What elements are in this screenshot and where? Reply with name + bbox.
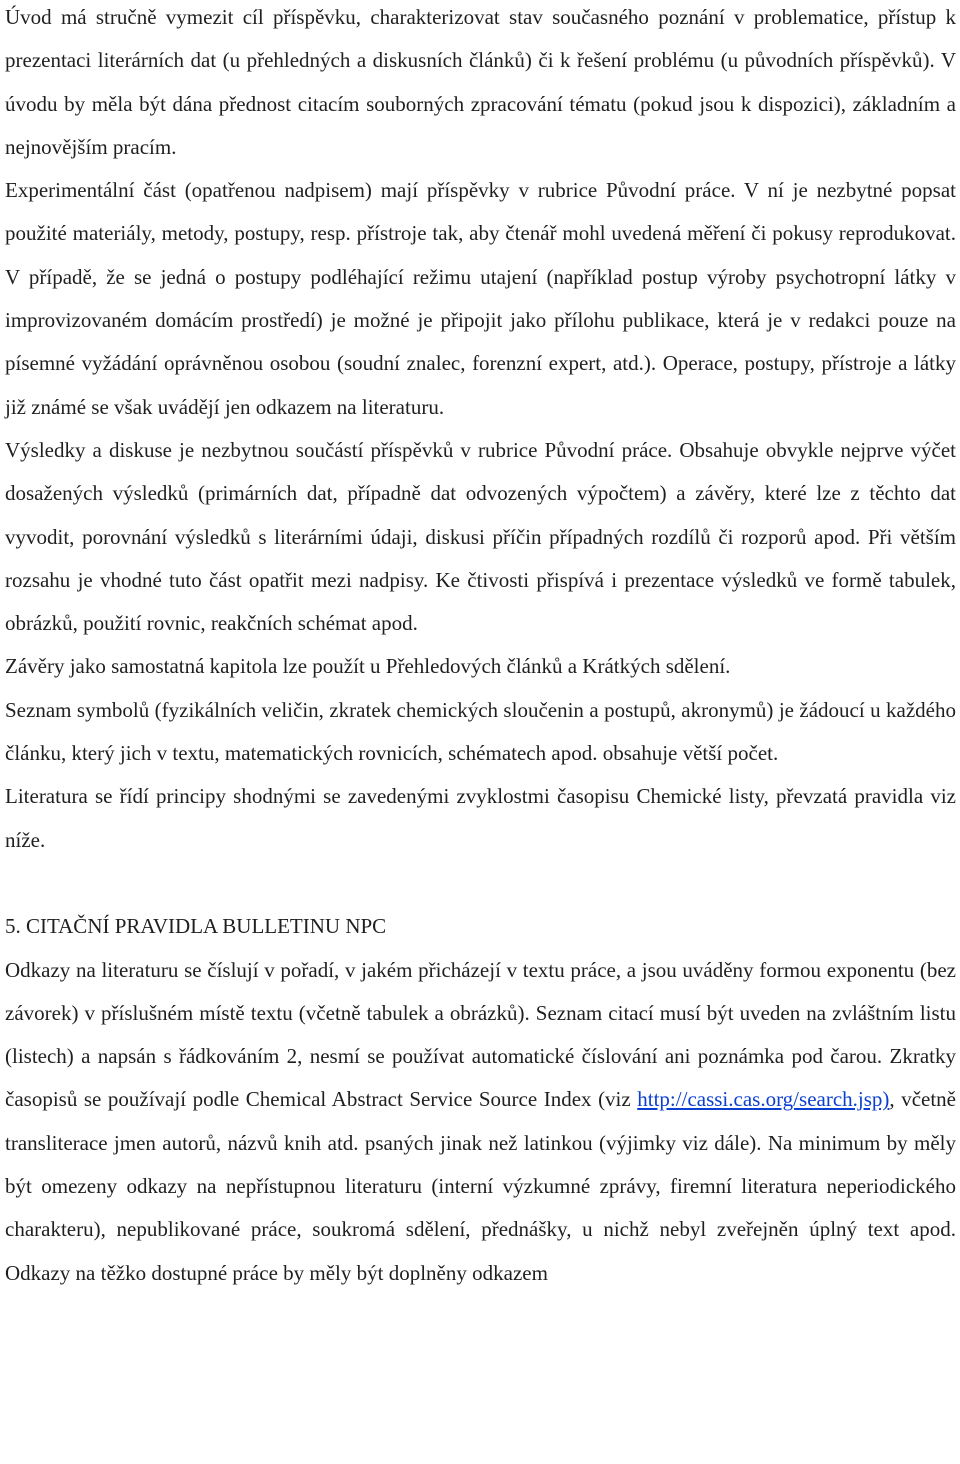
document-page xyxy=(5,0,956,1295)
paragraph-zavery: Závěry jako samostatná kapitola lze použít u Přehledových článků a Krátkých sdělení. xyxy=(5,654,731,679)
paragraph-experimentalni-cast: Experimentální část (opatřenou nadpisem) mají příspěvky v rubrice Původní práce. V ní je nezbytné popsat použité materiály, metody, postupy, resp. přístroje tak, aby čtenář mohl uvedená měření či pokusy reprodukovat. V případě, že se jedná o postupy podléhající režimu utajení (například postup výroby psychotropní látky v improvizovaném domácím prostředí) je možné je připojit jako přílohu publikace, která je v redakci pouze na písemné vyžádání oprávněnou osobou (soudní znalec, forenzní expert, atd.). Operace, postupy, přístroje a látky již známé se však uvádějí jen odkazem na literaturu. xyxy=(5,178,956,419)
citation-text-end: , včetně transliterace jmen autorů, názvů knih atd. psaných jinak než latinkou (výjimky viz dále). Na minimum by měly být omezeny odkazy na nepřístupnou literaturu (interní výzkumné zprávy, firemní literatura neperiodického charakteru), nepublikované práce, soukromá sdělení, přednášky, u nichž nebyl zveřejněn úplný text apod. Odkazy na těžko dostupné práce by měly být doplněny odkazem xyxy=(5,1087,956,1285)
section-spacer xyxy=(5,862,956,905)
section-heading: 5. CITAČNÍ PRAVIDLA BULLETINU NPC xyxy=(5,914,387,939)
paragraph-seznam-symbolu: Seznam symbolů (fyzikálních veličin, zkratek chemických sloučenin a postupů, akronymů) je žádoucí u každého článku, který jich v textu, matematických rovnicích, schématech apod. obsahuje větší počet. xyxy=(5,697,956,766)
cassi-link[interactable]: http://cassi.cas.org/search.jsp) xyxy=(637,1087,890,1112)
citation-text-start: Odkazy na literaturu se číslují v pořadí, v jakém přicházejí v textu práce, a jsou uváděny formou exponentu (bez závorek) v příslušném místě textu (včetně tabulek a obrázků). Seznam citací musí být uveden na zvláštním listu (listech) a napsán s řádkováním 2, nesmí se používat automatické číslování ani poznámka pod čarou. Zkratky časopisů se používají podle Chemical Abstract Service Source Index (viz xyxy=(5,957,956,1112)
paragraph-literatura: Literatura se řídí principy shodnými se zavedenými zvyklostmi časopisu Chemické listy, převzatá pravidla viz níže. xyxy=(5,784,956,852)
paragraph-uvod: Úvod má stručně vymezit cíl příspěvku, charakterizovat stav současného poznání v problematice, přístup k prezentaci literárních dat (u přehledných a diskusních článků) či k řešení problému (u původních příspěvků). V úvodu by měla být dána přednost citacím souborných zpracování tématu (pokud jsou k dispozici), základním a nejnovějším pracím. xyxy=(5,5,956,159)
paragraph-citacni-pravidla xyxy=(5,949,956,1295)
paragraph-vysledky-a-diskuse: Výsledky a diskuse je nezbytnou součástí příspěvků v rubrice Původní práce. Obsahuje obvykle nejprve výčet dosažených výsledků (primárních dat, případně dat odvozených výpočtem) a závěry, které lze z těchto dat vyvodit, porovnání výsledků s literárními údaji, diskusi příčin případných rozdílů či rozporů apod. Při větším rozsahu je vhodné tuto část opatřit mezi nadpisy. Ke čtivosti přispívá i prezentace výsledků ve formě tabulek, obrázků, použití rovnic, reakčních schémat apod. xyxy=(5,437,956,636)
